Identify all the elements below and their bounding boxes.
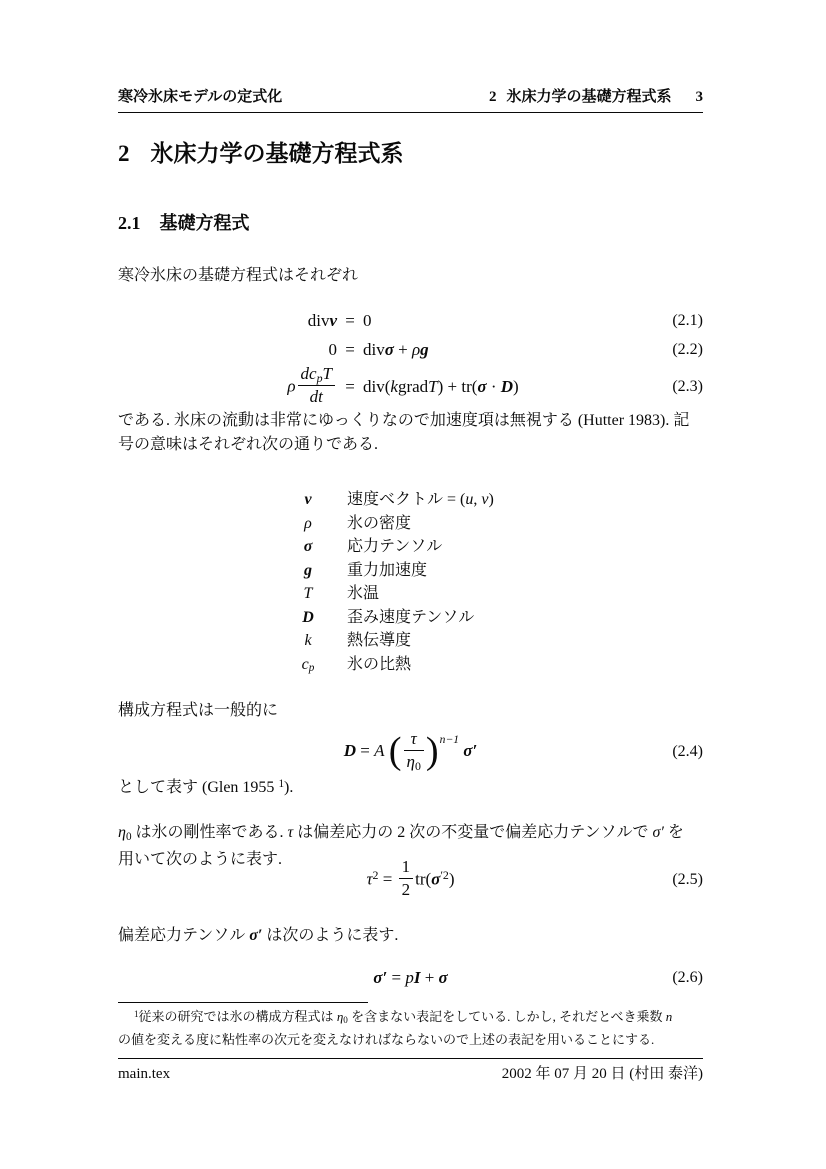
footnote-text: $^1$従来の研究では氷の構成方程式は η0 を含まない表記をしている. しかし, それだとべき乗数 n の値を変える度に粘性率の次元を変えなければならないので上述の表記を用いることにする. xyxy=(118,1008,673,1047)
equation-body: $\tau^2$ = $\frac{1}{2}$ $tr(\sigma^{'2})$ xyxy=(366,856,455,899)
paragraph-symbols-intro: である. 氷床の流動は非常にゆっくりなので加速度項は無視する (Hutter 1983). 記 号の意味はそれぞれ次の通りである. xyxy=(118,412,690,453)
symbol-cell: g xyxy=(304,561,312,579)
equation-2-2 xyxy=(118,336,703,364)
symbol-description: 歪み速度テンソル xyxy=(347,608,475,626)
symbol-cell: cp xyxy=(301,655,315,675)
symbol-cell: D xyxy=(302,608,314,626)
equation-body: σ′ = pI + σ xyxy=(373,968,448,987)
symbol-cell: v xyxy=(304,491,312,508)
footer-date: 2002 年 07 月 20 日 (村田 泰洋) xyxy=(501,1066,703,1082)
equation-number: (2.1) xyxy=(672,312,703,329)
symbol-description: 氷の比熱 xyxy=(347,655,412,673)
header-running-title: 寒冷氷床モデルの定式化 xyxy=(118,89,283,105)
section-number: 2 xyxy=(118,141,130,166)
header-section-number: 2 xyxy=(488,89,497,105)
paragraph-constitutive-intro: 構成方程式は一般的に xyxy=(118,702,279,719)
header-section-title: 氷床力学の基礎方程式系 xyxy=(506,89,672,105)
paragraph-glen-reference: として表す (Glen 1955 $^1$). xyxy=(118,777,294,796)
symbol-description: 応力テンソル xyxy=(347,538,443,555)
symbol-cell: k xyxy=(304,632,312,649)
equation-rhs: div(kgradT) + tr(σ · D) xyxy=(363,377,519,396)
equation-number: (2.2) xyxy=(672,341,703,358)
subsection-heading xyxy=(118,211,250,235)
equation-lhs: ρ $\frac{\text{dcpT}}{dt}$ xyxy=(118,366,337,409)
section-heading xyxy=(118,140,404,168)
subsection-number: 2.1 xyxy=(118,213,141,233)
equation-number: (2.4) xyxy=(672,743,703,760)
symbol-cell: T xyxy=(303,585,313,602)
symbol-table xyxy=(283,488,494,676)
paragraph-deviatoric: 偏差応力テンソル σ′ は次のように表す. xyxy=(118,927,399,944)
symbol-description: 速度ベクトル = (u, v) xyxy=(347,491,494,508)
footer-rule xyxy=(118,1058,703,1059)
symbol-description: 氷温 xyxy=(347,585,380,602)
equation-number: (2.5) xyxy=(672,871,703,888)
page-footer xyxy=(118,1064,703,1084)
section-title: 氷床力学の基礎方程式系 xyxy=(150,141,404,166)
symbol-description: 氷の密度 xyxy=(347,514,412,532)
equation-number: (2.6) xyxy=(672,969,703,986)
equation-2-5 xyxy=(118,858,703,902)
equation-array xyxy=(118,306,703,410)
equation-relation: = xyxy=(345,377,355,396)
equation-relation: = xyxy=(345,340,355,359)
equation-lhs: 0 xyxy=(328,340,337,359)
symbol-cell: ρ xyxy=(304,514,312,532)
footer-filename: main.tex xyxy=(118,1066,171,1082)
paragraph-invariant: η0 は氷の剛性率である. τ は偏差応力の 2 次の不変量で偏差応力テンソルで σ′ を 用いて次のように表す. xyxy=(118,824,684,868)
symbol-description: 重力加速度 xyxy=(347,561,428,579)
equation-lhs: divv xyxy=(307,311,337,330)
footnote-rule xyxy=(118,1002,368,1003)
equation-2-6 xyxy=(118,960,703,996)
symbol-description: 熱伝導度 xyxy=(347,632,412,649)
equation-rhs: divσ + ρg xyxy=(363,340,429,359)
subsection-title: 基礎方程式 xyxy=(159,213,250,233)
equation-2-4 xyxy=(118,726,703,778)
equation-relation: = xyxy=(345,311,355,330)
page-header xyxy=(118,87,703,107)
equation-number: (2.3) xyxy=(672,378,703,395)
symbol-cell: σ xyxy=(303,538,313,555)
equation-rhs: 0 xyxy=(363,311,372,330)
equation-2-1 xyxy=(118,306,703,336)
header-page-number: 3 xyxy=(695,89,703,105)
header-rule xyxy=(118,112,703,113)
paragraph-intro: 寒冷氷床の基礎方程式はそれぞれ xyxy=(118,267,359,284)
header-section-mark xyxy=(489,87,703,107)
equation-2-3 xyxy=(118,364,703,410)
equation-body: D = A ( $\frac{\tau}{\eta 0}$ )$^{n-1}$ σ′ xyxy=(343,728,478,773)
